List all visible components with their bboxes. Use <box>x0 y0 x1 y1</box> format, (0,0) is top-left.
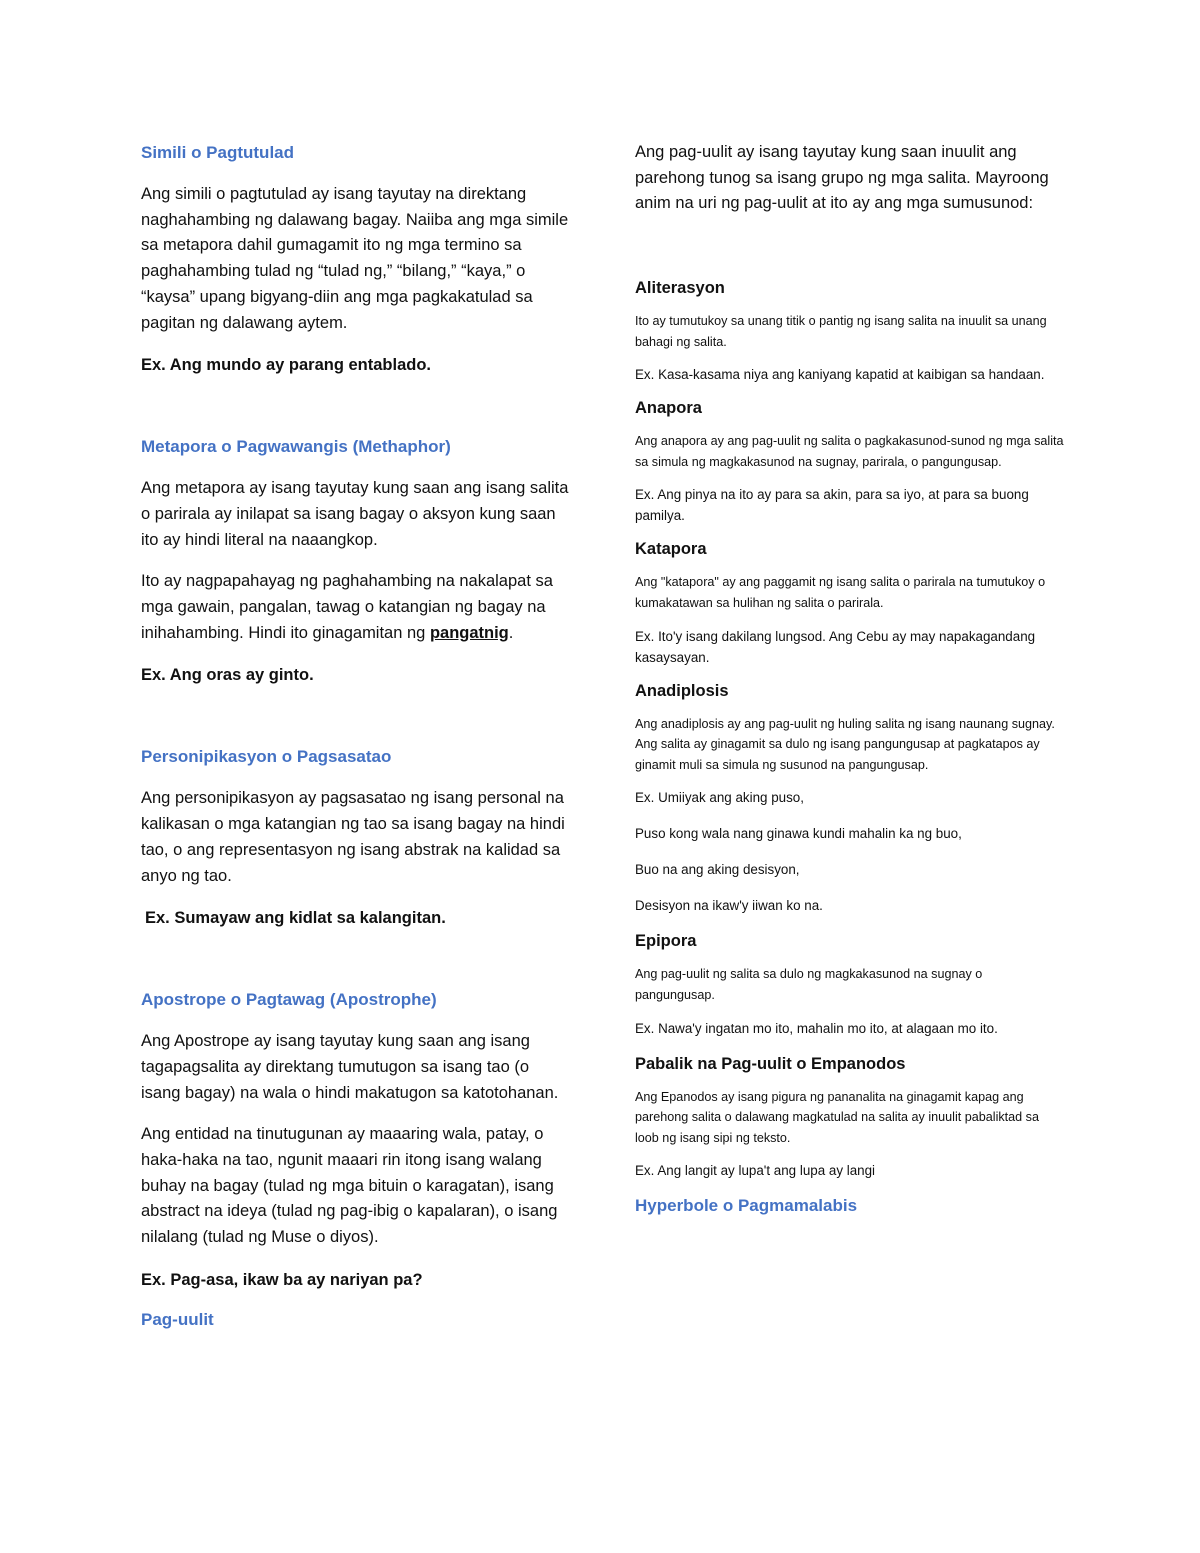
anapora-example: Ex. Ang pinya na ito ay para sa akin, para sa iyo, at para sa buong pamilya. <box>635 487 1029 524</box>
left-column <box>141 140 571 1333</box>
epipora-example: Ex. Nawa'y ingatan mo ito, mahalin mo ito, at alagaan mo ito. <box>635 1020 998 1036</box>
katapora-example: Ex. Ito'y isang dakilang lungsod. Ang Cebu ay may napakagandang kasaysayan. <box>635 628 1036 665</box>
simili-example: Ex. Ang mundo ay parang entablado. <box>141 356 432 375</box>
heading-simili: Simili o Pagtutulad <box>141 143 295 162</box>
personipikasyon-body: Ang personipikasyon ay pagsasatao ng isang personal na kalikasan o mga katangian ng tao sa isang bagay na hindi tao, o ang representasyon ng isang abstrak na kalidad sa anyo ng tao. <box>141 789 565 885</box>
apostrope-example: Ex. Pag-asa, ikaw ba ay nariyan pa? <box>141 1270 423 1289</box>
metapora-body-2-end: . <box>508 623 514 642</box>
apostrope-body-2: Ang entidad na tinutugunan ay maaaring wala, patay, o haka-haka na tao, ngunit maaari rin itong isang walang buhay na bagay (tulad ng mga bituin o karagatan), isang abstract na ideya (tulad ng pag-ibig o kapalaran), o isang nilalang (tulad ng Muse o diyos). <box>141 1125 558 1247</box>
right-column <box>635 140 1065 1219</box>
heading-pabalik: Pabalik na Pag-uulit o Empanodos <box>635 1054 906 1073</box>
metapora-body-2 <box>141 569 571 646</box>
anadiplosis-example-line: Ex. Umiiyak ang aking puso, <box>635 790 804 806</box>
heading-epipora: Epipora <box>635 932 697 951</box>
personipikasyon-example: Ex. Sumayaw ang kidlat sa kalangitan. <box>145 909 446 928</box>
anadiplosis-example-line: Buo na ang aking desisyon, <box>635 862 800 878</box>
anapora-body: Ang anapora ay ang pag-uulit ng salita o pagkakasunod-sunod ng mga salita sa simula ng magkakasunod na sugnay, parirala, o pangungusap. <box>635 434 1064 469</box>
pabalik-example: Ex. Ang langit ay lupa't ang lupa ay langi <box>635 1163 876 1179</box>
heading-hyperbole: Hyperbole o Pagmamalabis <box>635 1196 858 1216</box>
heading-aliterasyon: Aliterasyon <box>635 279 725 298</box>
epipora-body: Ang pag-uulit ng salita sa dulo ng magkakasunod na sugnay o pangungusap. <box>635 967 983 1003</box>
heading-metapora: Metapora o Pagwawangis (Methaphor) <box>141 437 451 457</box>
apostrope-body-1: Ang Apostrope ay isang tayutay kung saan ang isang tagapagsalita ay direktang tumutugon sa isang tao (o isang bagay) na wala o hindi makatugon sa katotohanan. <box>141 1032 559 1102</box>
heading-personipikasyon: Personipikasyon o Pagsasatao <box>141 747 392 767</box>
heading-katapora: Katapora <box>635 540 707 559</box>
katapora-body: Ang "katapora" ay ang paggamit ng isang salita o parirala na tumutukoy o kumakatawan sa hulihan ng salita o parirala. <box>635 575 1046 611</box>
anadiplosis-example-line: Desisyon na ikaw'y iiwan ko na. <box>635 898 823 914</box>
metapora-example: Ex. Ang oras ay ginto. <box>141 666 314 685</box>
metapora-body-2-text: Ito ay nagpapahayag ng paghahambing na nakalapat sa mga gawain, pangalan, tawag o katangian ng bagay na inihahambing. Hindi ito ginagamitan ng <box>141 572 553 642</box>
pangatnig-link[interactable]: pangatnig <box>429 623 509 642</box>
heading-apostrope: Apostrope o Pagtawag (Apostrophe) <box>141 990 437 1010</box>
simili-body: Ang simili o pagtutulad ay isang tayutay na direktang naghahambing ng dalawang bagay. Naiiba ang mga simile sa metapora dahil gumagamit ito ng mga termino sa paghahambing tulad ng “tulad ng,” “bilang,” “kaya,” o “kaysa” upang bigyang-diin ang mga pagkakatulad sa pagitan ng dalawang aytem. <box>141 185 569 332</box>
aliterasyon-example: Ex. Kasa-kasama niya ang kaniyang kapatid at kaibigan sa handaan. <box>635 367 1045 383</box>
heading-anapora: Anapora <box>635 399 702 418</box>
pabalik-body: Ang Epanodos ay isang pigura ng pananalita na ginagamit kapag ang parehong salita o dalawang magkatulad na salita ay inuulit pabaliktad sa loob ng isang sipi ng teksto. <box>635 1089 1039 1145</box>
aliterasyon-body: Ito ay tumutukoy sa unang titik o pantig ng isang salita na inuulit sa unang bahagi ng salita. <box>635 314 1047 349</box>
anadiplosis-example-line: Puso kong wala nang ginawa kundi mahalin ka ng buo, <box>635 826 962 842</box>
anadiplosis-body: Ang anadiplosis ay ang pag-uulit ng huling salita ng isang naunang sugnay. Ang salita ay ginagamit sa dulo ng isang pangungusap at pagkatapos ay ginamit muli sa simula ng susunod na pangungusap. <box>635 716 1055 772</box>
paguulit-intro: Ang pag-uulit ay isang tayutay kung saan inuulit ang parehong tunog sa isang grupo ng mga salita. Mayroong anim na uri ng pag-uulit at ito ay ang mga sumusunod: <box>635 143 1049 213</box>
heading-paguulit: Pag-uulit <box>141 1309 214 1329</box>
heading-anadiplosis: Anadiplosis <box>635 681 729 700</box>
metapora-body-1: Ang metapora ay isang tayutay kung saan ang isang salita o parirala ay inilapat sa isang bagay o aksyon kung saan ito ay hindi literal na naaangkop. <box>141 479 569 549</box>
